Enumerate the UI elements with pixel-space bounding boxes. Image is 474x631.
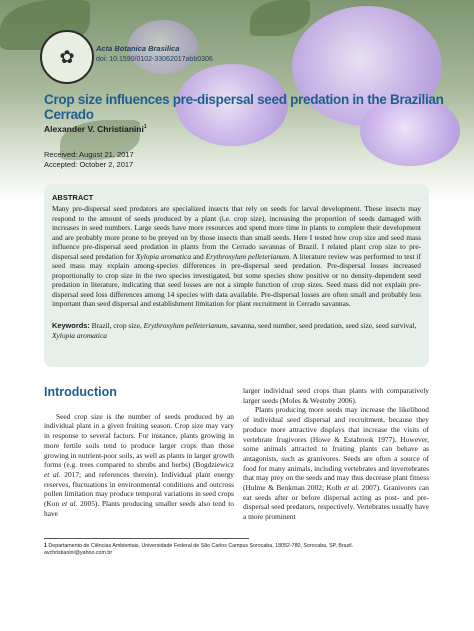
abstract-heading: ABSTRACT [52, 193, 94, 202]
abstract-box [44, 184, 429, 367]
leaf-shape [250, 0, 310, 36]
received-date: Received: August 21, 2017 [44, 150, 134, 159]
author-footnote-mark: 1 [143, 124, 147, 131]
header-photo [0, 0, 474, 200]
introduction-heading: Introduction [44, 385, 117, 399]
footnote-affiliation: 1 Departamento de Ciências Ambientais, Universidade Federal de São Carlos Campus Sorocaba, 18052-780, Sorocaba, SP, Brazil. [44, 543, 354, 549]
body-paragraph: larger individual seed crops than plants with comparatively larger seeds (Moles & Westoby 2006). [243, 386, 429, 405]
right-column [243, 386, 429, 522]
doi-link[interactable]: doi: 10.1590/0102-33062017abb0306 [96, 56, 213, 63]
body-paragraph: Seed crop size is the number of seeds produced by an individual plant in a given fruiting season. Crop size may vary in response to several factors. For instance, plants growing in more fertile soils tend to produce larger crops than those growing in nutrient-poor soils, as well as plants in larger growth forms (e.g. trees compared to shrubs and herbs) (Bogdziewicz et al. 2017; and references therein). Individual plant energy reserves, fluctuations in environmental conditions and outcross pollen limitation may produce temporal variations in seed crops (Kon et al. 2005). Plants producing smaller seeds also tend to have [44, 411, 234, 518]
left-column [44, 384, 234, 518]
journal-name: Acta Botanica Brasilica [96, 44, 180, 53]
accepted-date: Accepted: October 2, 2017 [44, 160, 134, 169]
abstract-text: Many pre-dispersal seed predators are specialized insects that rely on seeds for larval development. These insects may respond to the amount of seeds produced by a plant (i.e. crop size), increasing the proportion of seeds damaged with increases in seed numbers. Large seeds have more resources and spend more time in plants to complete their development and are probably more prone to be preyed on by those insects than small seeds. Here I tested how crop size and seed mass influence pre-dispersal seed predation in plants from the Cerrado savannas of Brazil. I related plant crop size to pre-dispersal seed predation for Xylopia aromatica and Erythroxylum pelleterianum. A literature review was performed to test if seed mass may explain among-species differences in pre-dispersal seed predation. Pre-dispersal losses increased proportionally to crop size in the two species investigated, but some species show positive or no density-dependent seed predation in literature, indicating that seed losses are not a simple function of crop sizes. Seed mass did not explain pre-dispersal seed loss differences among 14 species with data available. Pre-dispersal losses are often small and probably less important than seed dispersal and establishment limitation for plant recruitment in Cerrado savannas. [52, 204, 422, 309]
footnote [44, 543, 434, 557]
footnote-email[interactable]: avchristianini@yahoo.com.br [44, 550, 113, 556]
article-title: Crop size influences pre-dispersal seed predation in the Brazilian Cerrado [44, 92, 444, 122]
author-name: Alexander V. Christianini$^1$ [44, 124, 147, 134]
footnote-divider [44, 538, 249, 539]
article-dates [44, 150, 134, 170]
body-paragraph: Plants producing more seeds may increase the likelihood of individual seed dispersal and recruitment, because they produce more attractive displays that increase the visits of vertebrate frugivores (Howe & Estabrook 1977). However, some animals attracted to fruiting plants can behave as antagonists, such as granivores. Seeds are often a source of food for many animals, including vertebrates and invertebrates that may prey on the seeds and may thus decrease plant fitness (Hulme & Benkman 2002; Kolb et al. 2007). Granivores can eat seeds after or before dispersal acting as post- and pre-dispersal seed predators, respectively. Vertebrates usually have a more prominent [243, 405, 429, 522]
society-seal-icon: ✿ [40, 30, 94, 84]
keywords: Keywords: Brazil, crop size, Erythroxylum pelleterianum, savanna, seed number, seed predation, seed size, seed survival, Xylopia aromatica [52, 321, 417, 340]
